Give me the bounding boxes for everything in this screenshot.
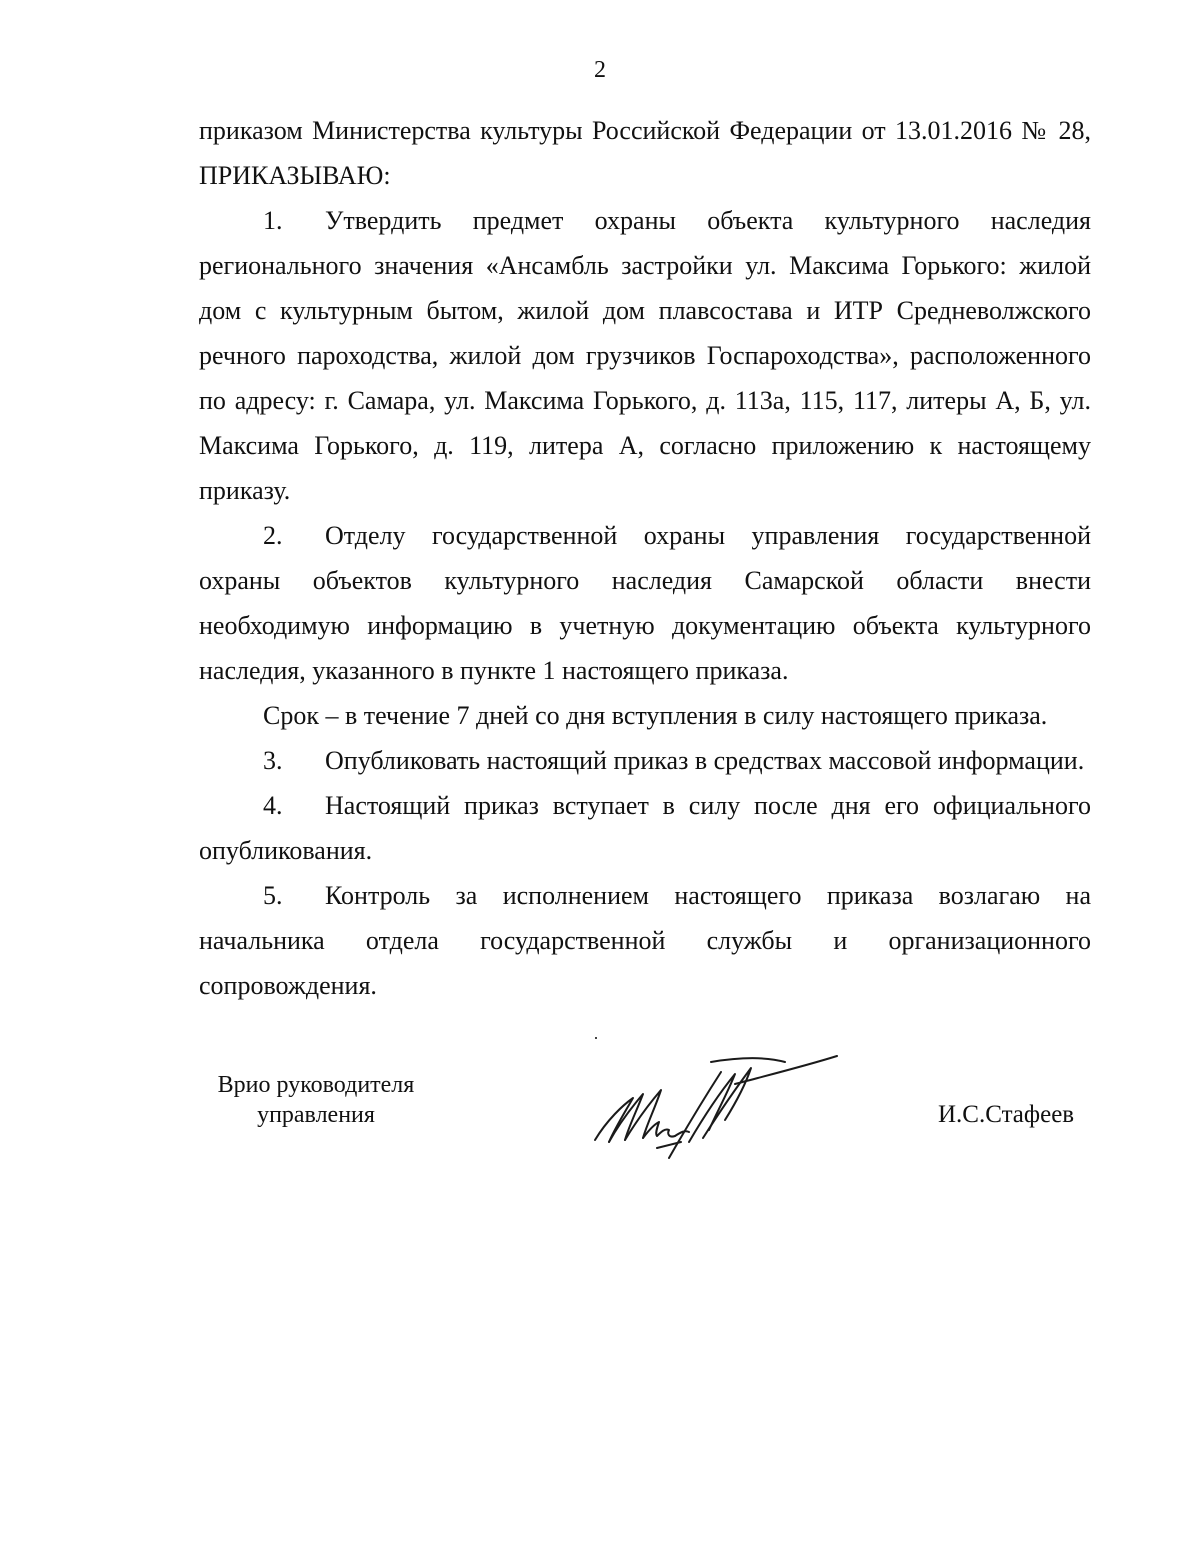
order-item-5-number: 5. [263, 881, 283, 910]
order-item-5 [199, 873, 1091, 1008]
handwritten-signature [585, 1050, 855, 1175]
signature-block [0, 1050, 1200, 1180]
scan-artifact-dot [595, 1037, 597, 1039]
signer-position [206, 1070, 426, 1130]
order-item-5-text: Контроль за исполнением настоящего приказа возлагаю на начальника отдела государственной службы и организационного сопровождения. [199, 881, 1091, 1000]
order-item-1-number: 1. [263, 206, 283, 235]
order-item-1 [199, 198, 1091, 513]
order-item-2-number: 2. [263, 521, 283, 550]
signer-name: И.С.Стафеев [938, 1101, 1075, 1128]
intro-line: приказом Министерства культуры Российской Федерации от 13.01.2016 № 28, [199, 116, 1091, 145]
order-item-2 [199, 513, 1091, 693]
order-item-3 [199, 738, 1091, 783]
order-item-4-text: Настоящий приказ вступает в силу после дня его официального опубликования. [199, 791, 1091, 865]
order-item-4-number: 4. [263, 791, 283, 820]
order-item-3-number: 3. [263, 746, 283, 775]
order-item-1-text: Утвердить предмет охраны объекта культурного наследия регионального значения «Ансамбль застройки ул. Максима Горького: жилой дом с культурным бытом, жилой дом плавсостава и ИТР Средневолжского речного пароходства, жилой дом грузчиков Госпароходства», расположенного по адресу: г. Самара, ул. Максима Горького, д. 113а, 115, 117, литеры А, Б, ул. Максима Горького, д. 119, литера А, согласно приложению к настоящему приказу. [199, 206, 1091, 505]
page-number: 2 [594, 57, 606, 83]
deadline-line: Срок – в течение 7 дней со дня вступления в силу настоящего приказа. [263, 701, 1048, 730]
document-body [199, 108, 1091, 1008]
order-item-2-text: Отделу государственной охраны управления государственной охраны объектов культурного наследия Самарской области внести необходимую информацию в учетную документацию объекта культурного наследия, указанного в пункте 1 настоящего приказа. [199, 521, 1091, 685]
order-item-3-text: Опубликовать настоящий приказ в средствах массовой информации. [325, 746, 1085, 775]
signer-position-line-2: управления [257, 1102, 375, 1128]
order-word: ПРИКАЗЫВАЮ: [199, 161, 391, 190]
order-item-4 [199, 783, 1091, 873]
signer-position-line-1: Врио руководителя [217, 1072, 415, 1098]
